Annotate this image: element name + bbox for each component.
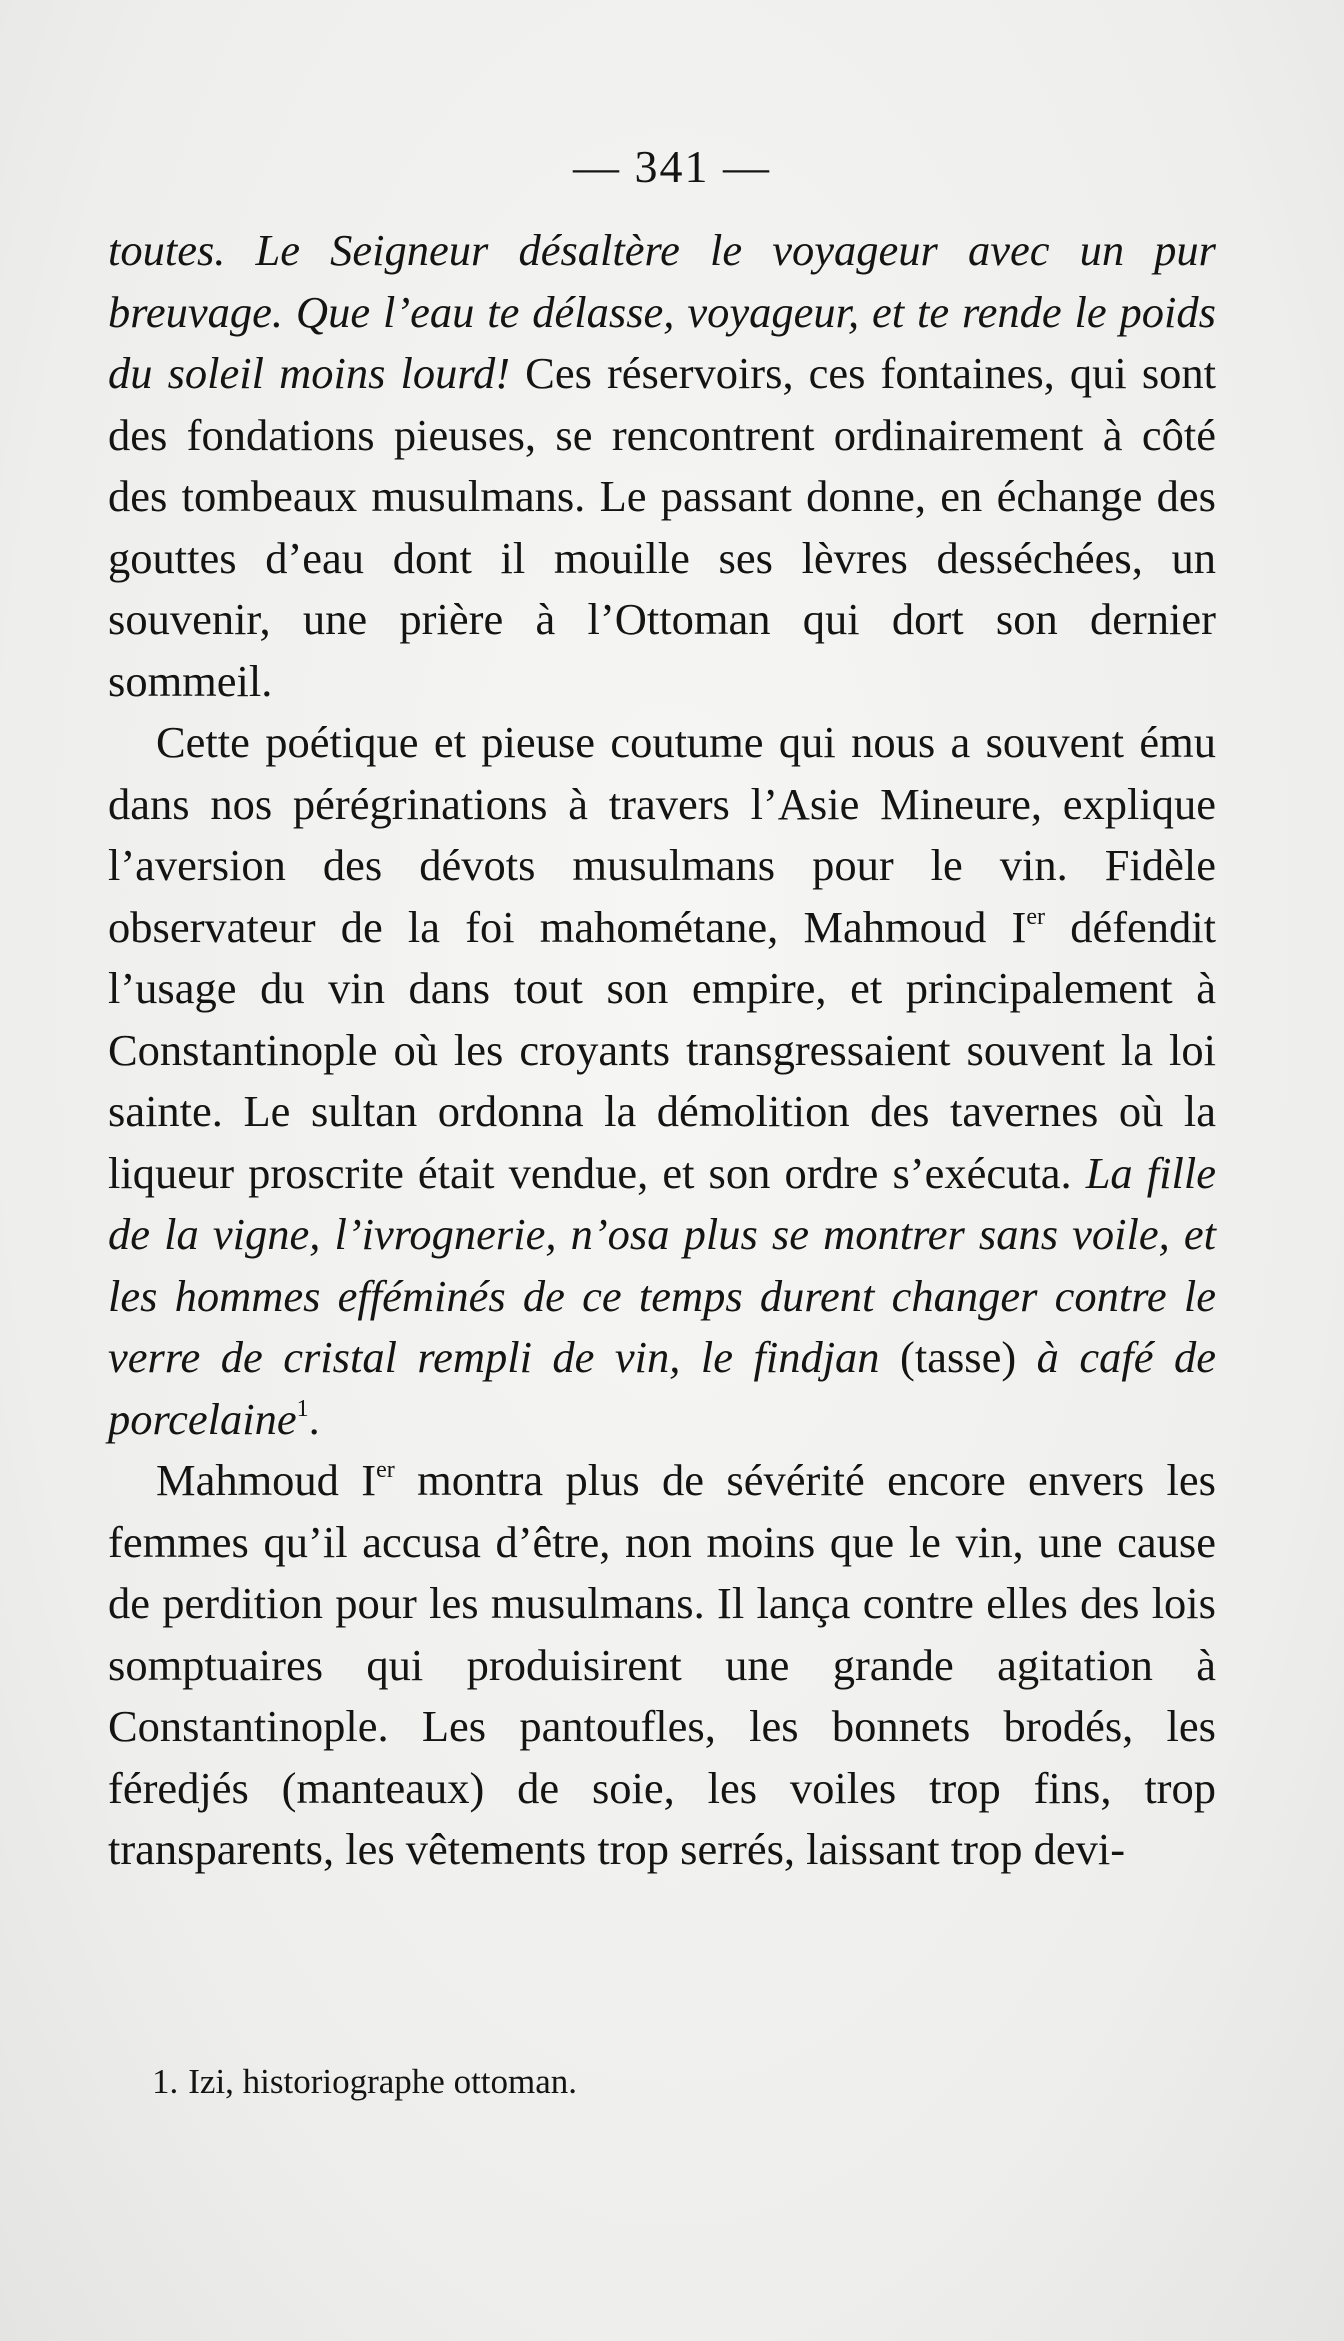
footnote-text: Izi, historiographe ottoman. [188,2062,578,2101]
text-run: Ces réservoirs, ces fontaines, qui sont des fondations pieuses, se rencontrent ordinairement à côté des tombeaux musulmans. Le passant donne, en échange des gouttes d’eau dont il mouille ses lèvres desséchées, un souvenir, une prière à l’Ottoman qui dort son dernier sommeil. [108,348,1216,706]
body-text [108,220,1216,1881]
superscript: er [1026,903,1046,930]
footnote [152,2062,1202,2102]
italic-text: toutes. Le Seigneur désaltère le voyageur avec un pur breuvage. Que l’eau te délasse, voyageur, et te rende le poids du soleil moins lourd! [108,225,1216,398]
text-run: . [308,1393,320,1444]
italic-text: à café de porcelaine [108,1332,1216,1444]
paragraph [108,220,1216,712]
page-number: — 341 — [573,141,771,192]
footnote-number: 1. [152,2062,179,2101]
paragraph [108,1450,1216,1881]
text-run: Mahmoud I [156,1455,377,1505]
text-run: montra plus de sévérité encore envers les femmes qu’il accusa d’être, non moins que le vin, une cause de perdition pour les musulmans. Il lança contre elles des lois somptuaires qui produisirent une grande agitation à Constantinople. Les pantoufles, les bonnets brodés, les féredjés (manteaux) de soie, les voiles trop fins, trop transparents, les vêtements trop serrés, laissant trop devi- [108,1455,1216,1874]
italic-text: La fille de la vigne, l’ivrognerie, n’osa plus se montrer sans voile, et les hommes efféminés de ce temps durent changer contre le verre de cristal rempli de vin, le findjan [108,1147,1216,1382]
text-run: (tasse) [879,1332,1037,1382]
text-run: défendit l’usage du vin dans tout son empire, et principalement à Constantinople où les croyants transgressaient souvent la loi sainte. Le sultan ordonna la démolition des tavernes où la liqueur proscrite était vendue, et son ordre s’exécuta. [108,901,1216,1198]
text-run: Cette poétique et pieuse coutume qui nous a souvent ému dans nos pérégrinations à travers l’Asie Mineure, explique l’aversion des dévots musulmans pour le vin. Fidèle observateur de la foi mahométane, Mahmoud I [108,717,1216,952]
superscript: er [376,1457,395,1483]
superscript: 1 [296,1395,309,1422]
paragraph [108,712,1216,1450]
